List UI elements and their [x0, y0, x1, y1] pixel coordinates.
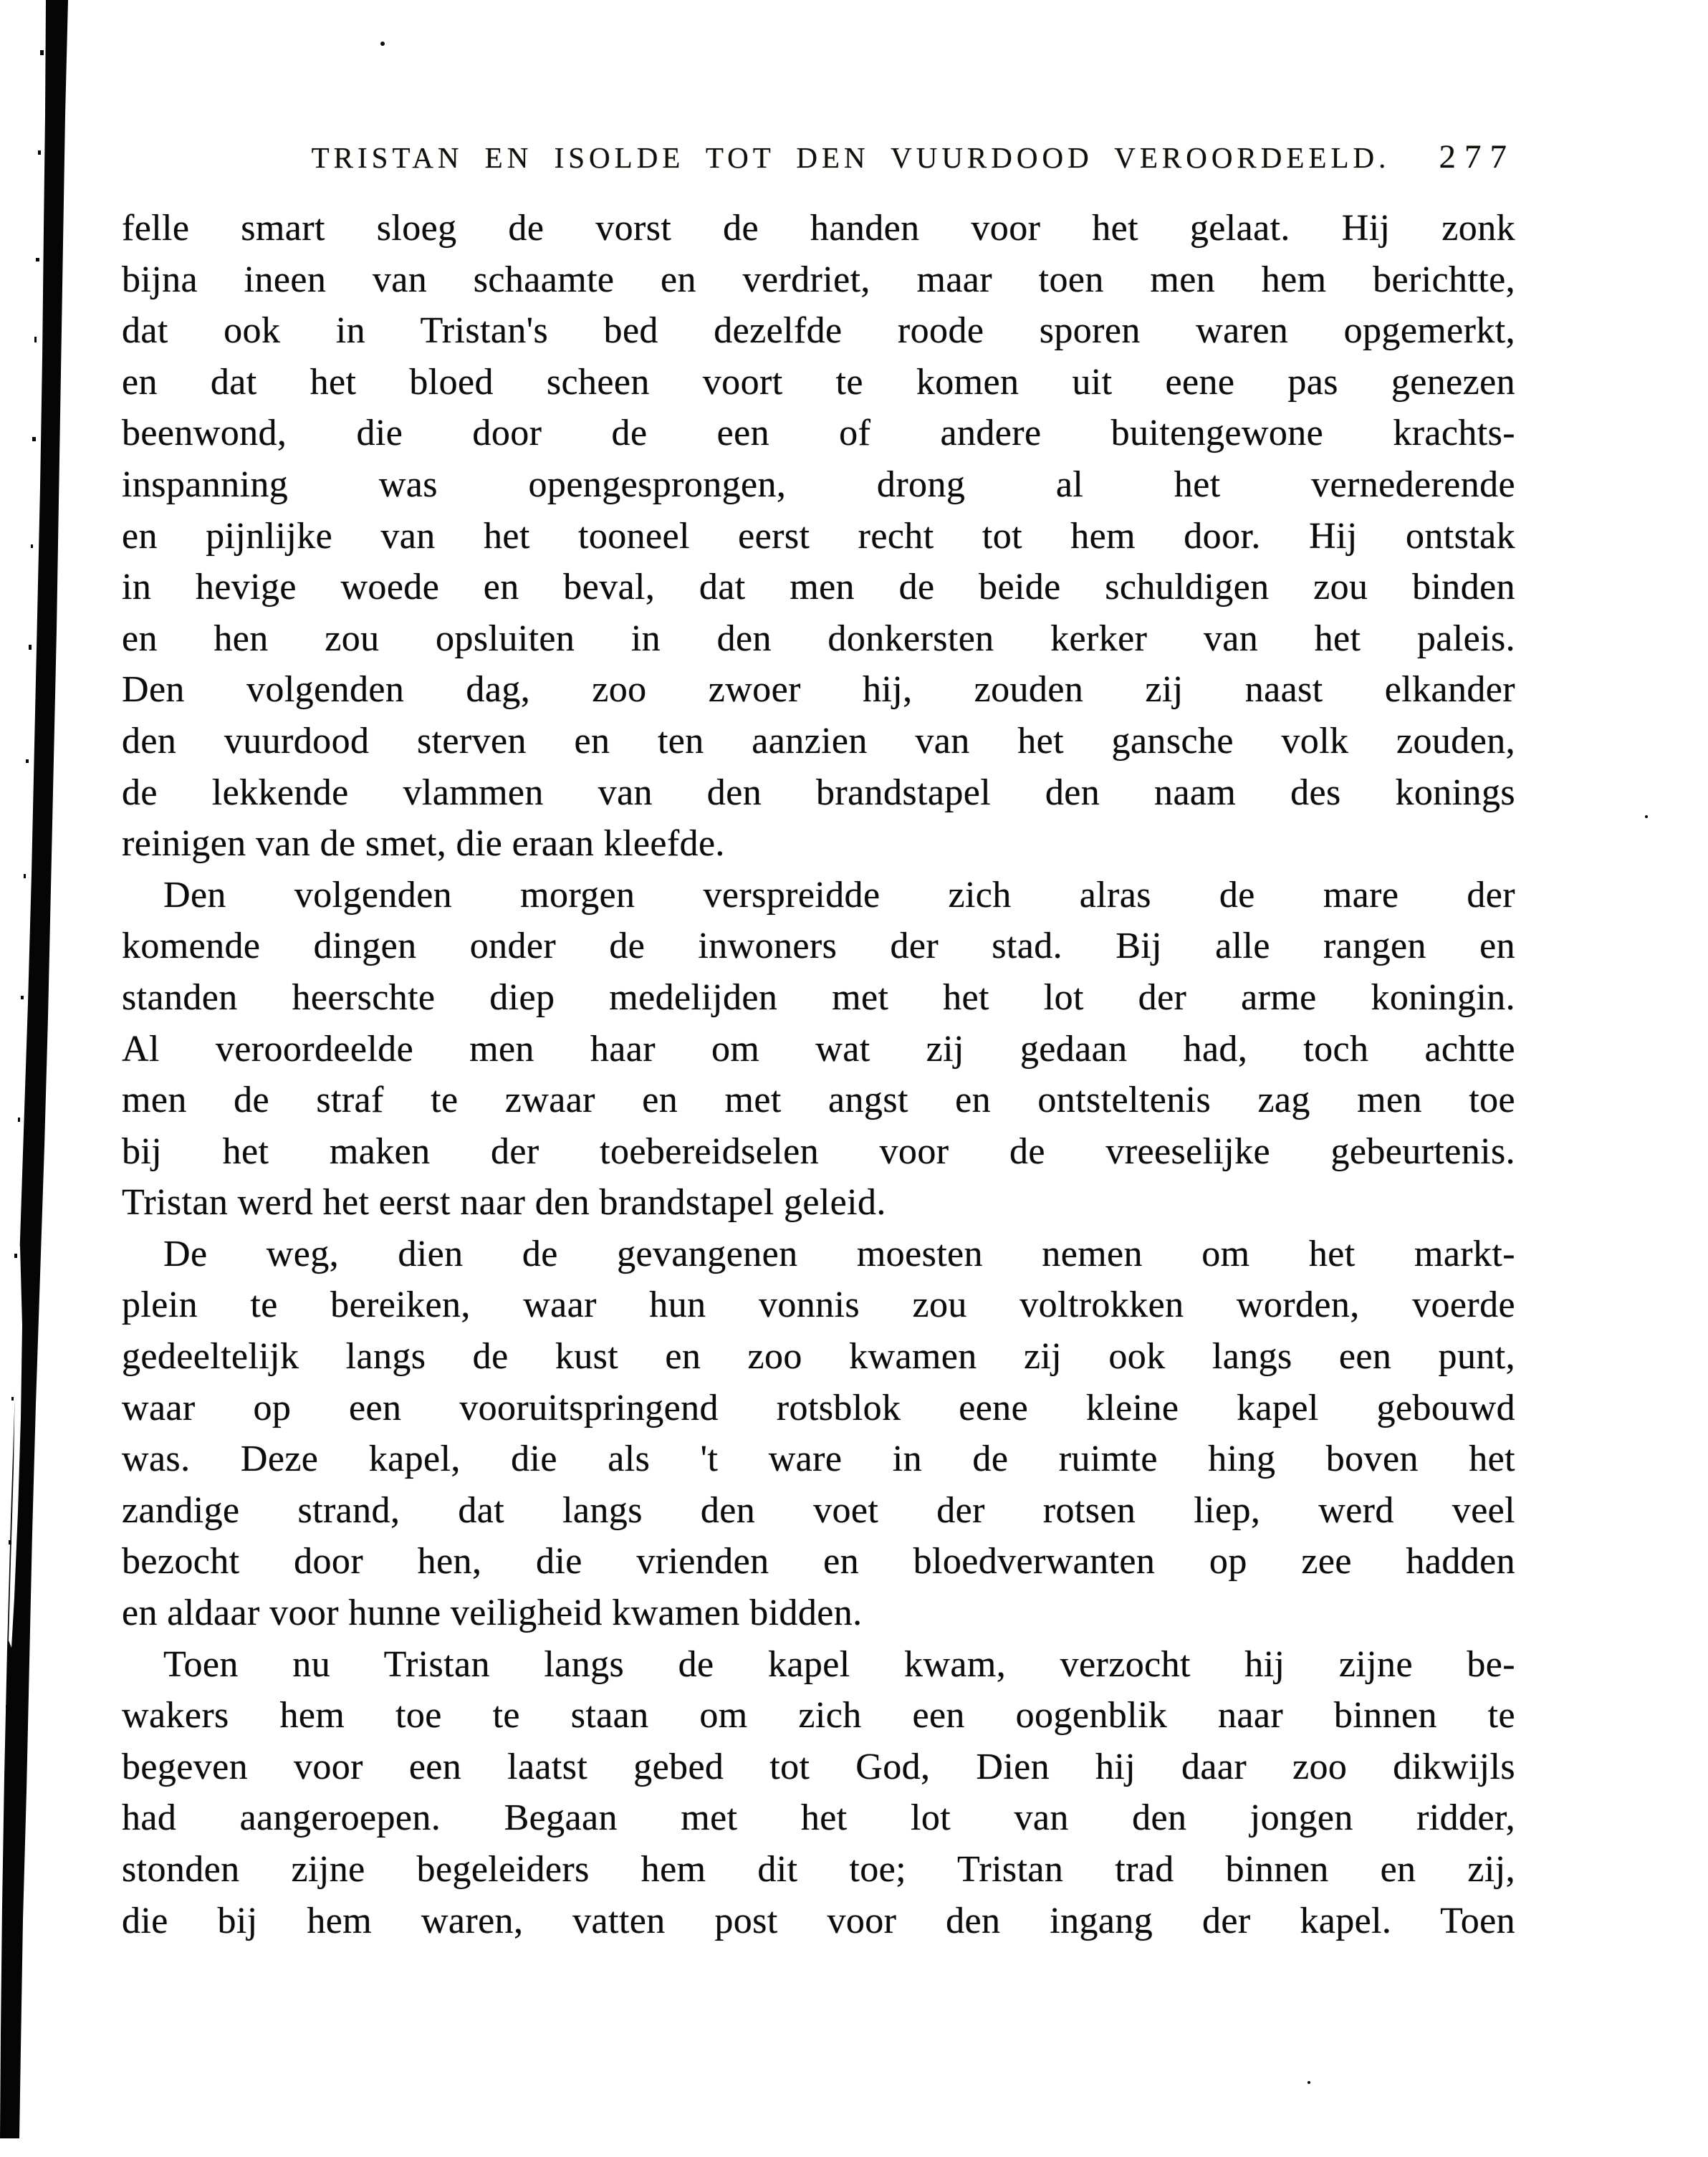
- text-line: bezocht door hen, die vrienden en bloedverwanten op zee hadden: [122, 1541, 1515, 1582]
- page-header: [122, 140, 1515, 191]
- text-line: de lekkende vlammen van den brandstapel den naam des konings: [122, 772, 1515, 813]
- text-line: Toen nu Tristan langs de kapel kwam, verzocht hij zijne be-: [163, 1643, 1515, 1685]
- text-line: dat ook in Tristan's bed dezelfde roode sporen waren opgemerkt,: [122, 310, 1515, 352]
- text-line: Den volgenden dag, zoo zwoer hij, zouden zij naast elkander: [122, 669, 1515, 711]
- text-line: komende dingen onder de inwoners der stad. Bij alle rangen en: [122, 926, 1515, 967]
- text-line: Den volgenden morgen verspreidde zich alras de mare der: [163, 874, 1515, 916]
- text-line: en hen zou opsluiten in den donkersten kerker van het paleis.: [122, 618, 1515, 659]
- text-line: bij het maken der toebereidselen voor de vreeselijke gebeurtenis.: [122, 1130, 1515, 1172]
- text-line: begeven voor een laatst gebed tot God, Dien hij daar zoo dikwijls: [122, 1746, 1515, 1787]
- text-line: plein te bereiken, waar hun vonnis zou voltrokken worden, voerde: [122, 1284, 1515, 1326]
- text-line: gedeeltelijk langs de kust en zoo kwamen zij ook langs een punt,: [122, 1336, 1515, 1378]
- text-line: bijna ineen van schaamte en verdriet, maar toen men hem berichtte,: [122, 259, 1515, 300]
- text-line: men de straf te zwaar en met angst en ontsteltenis zag men toe: [122, 1080, 1515, 1121]
- page-number: 277: [1439, 138, 1515, 176]
- text-line: was. Deze kapel, die als 't ware in de ruimte hing boven het: [122, 1438, 1515, 1480]
- ink-speckle: [1645, 815, 1648, 818]
- text-line: De weg, dien de gevangenen moesten nemen om het markt-: [163, 1233, 1515, 1274]
- ink-speckle: [380, 42, 385, 46]
- text-line: beenwond, die door de een of andere buitengewone krachts-: [122, 413, 1515, 454]
- text-line: Tristan werd het eerst naar den brandstapel geleid.: [122, 1182, 886, 1224]
- text-line: Al veroordeelde men haar om wat zij gedaan had, toch achtte: [122, 1028, 1515, 1070]
- text-line: reinigen van de smet, die eraan kleefde.: [122, 823, 725, 865]
- text-line: had aangeroepen. Begaan met het lot van den jongen ridder,: [122, 1797, 1515, 1839]
- text-line: standen heerschte diep medelijden met het lot der arme koningin.: [122, 976, 1515, 1018]
- text-line: inspanning was opengesprongen, drong al het vernederende: [122, 463, 1515, 505]
- text-line: wakers hem toe te staan om zich een oogenblik naar binnen te: [122, 1695, 1515, 1736]
- binding-shadow: [0, 0, 100, 2157]
- text-line: in hevige woede en beval, dat men de beide schuldigen zou binden: [122, 567, 1515, 608]
- ink-speckle: [1308, 2081, 1310, 2084]
- text-line: en pijnlijke van het tooneel eerst recht tot hem door. Hij ontstak: [122, 515, 1515, 557]
- text-line: waar op een vooruitspringend rotsblok eene kleine kapel gebouwd: [122, 1387, 1515, 1428]
- text-line: felle smart sloeg de vorst de handen voor het gelaat. Hij zonk: [122, 208, 1515, 249]
- text-line: stonden zijne begeleiders hem dit toe; Tristan trad binnen en zij,: [122, 1849, 1515, 1890]
- running-title: TRISTAN EN ISOLDE TOT DEN VUURDOOD VEROORDEELD.: [311, 141, 1391, 174]
- text-line: die bij hem waren, vatten post voor den ingang der kapel. Toen: [122, 1900, 1515, 1941]
- text-line: en dat het bloed scheen voort te komen uit eene pas genezen: [122, 361, 1515, 403]
- text-line: zandige strand, dat langs den voet der rotsen liep, werd veel: [122, 1489, 1515, 1531]
- text-block: [122, 203, 1515, 1946]
- text-line: den vuurdood sterven en ten aanzien van het gansche volk zouden,: [122, 720, 1515, 762]
- text-line: en aldaar voor hunne veiligheid kwamen bidden.: [122, 1592, 863, 1634]
